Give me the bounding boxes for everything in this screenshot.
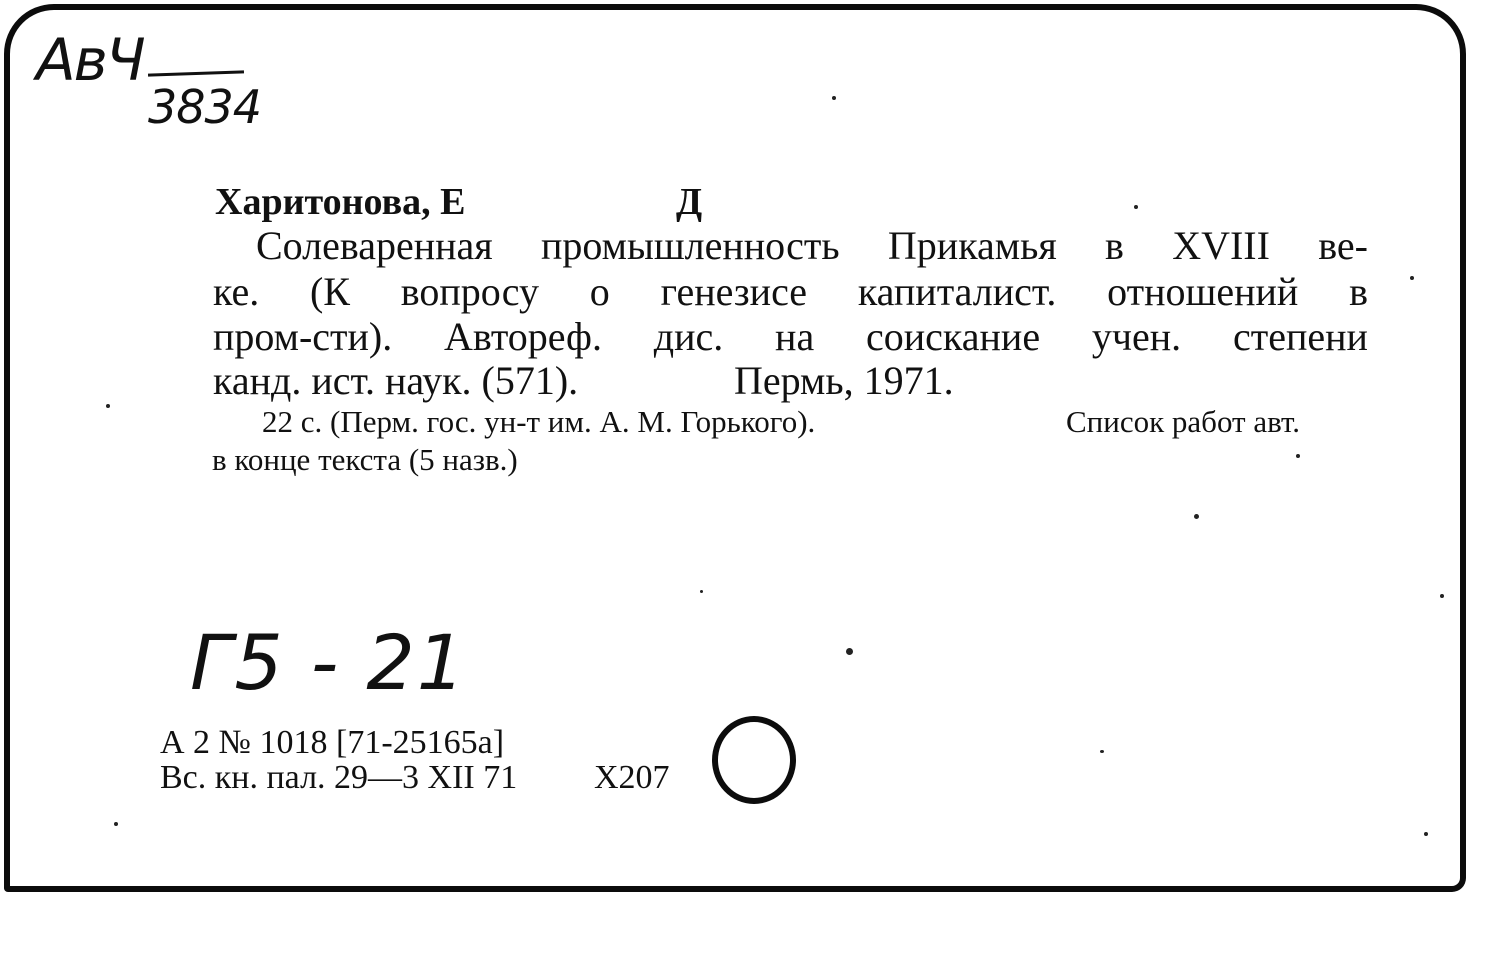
title-line-4: канд. ист. наук. (571). <box>213 358 579 403</box>
collation-note: Список работ авт. <box>1066 404 1300 439</box>
scan-speck <box>846 648 853 655</box>
word: в <box>1349 269 1368 314</box>
word: на <box>775 314 815 359</box>
scan-speck <box>1410 276 1414 280</box>
word: промышленность <box>540 223 840 268</box>
word: ве- <box>1318 223 1368 268</box>
word: пром-сти). <box>213 314 393 359</box>
word: Солеваренная <box>256 223 493 268</box>
word: ке. <box>213 269 260 314</box>
scan-speck <box>1194 514 1199 519</box>
registry-line-1: А 2 № 1018 [71-25165а] <box>160 724 505 761</box>
punch-hole <box>712 716 796 804</box>
scan-speck <box>114 822 118 826</box>
word: XVIII <box>1172 223 1270 268</box>
scan-speck <box>1424 832 1428 836</box>
scan-speck <box>1296 454 1300 458</box>
registry-line-2: Вс. кн. пал. 29—3 XII 71 <box>160 759 518 796</box>
title-line-2 <box>213 268 1368 315</box>
word: дис. <box>653 314 724 359</box>
word: Прикамья <box>887 223 1057 268</box>
word: генезисе <box>660 269 808 314</box>
handwritten-shelf-code: АвЧ <box>36 26 144 94</box>
scan-speck <box>1134 205 1138 209</box>
collation-line-2: в конце текста (5 назв.) <box>212 442 518 477</box>
word: соискание <box>866 314 1041 359</box>
scan-speck <box>700 590 703 593</box>
word: степени <box>1232 314 1368 359</box>
scan-speck <box>1440 594 1444 598</box>
place-year: Пермь, 1971. <box>734 358 954 403</box>
word: Автореф. <box>444 314 602 359</box>
word: (К <box>309 269 350 314</box>
scan-speck <box>832 96 836 100</box>
collation-line-1: 22 с. (Перм. гос. ун-т им. А. М. Горького). <box>262 404 816 439</box>
author-name: Харитонова, Е <box>215 181 466 223</box>
word: в <box>1105 223 1124 268</box>
word: о <box>589 269 610 314</box>
title-line-3 <box>213 313 1368 360</box>
handwritten-shelf-number: 3834 <box>148 80 262 134</box>
scan-speck <box>1100 750 1104 753</box>
scan-speck <box>106 404 110 408</box>
word: вопросу <box>400 269 540 314</box>
word: отношений <box>1107 269 1299 314</box>
author-initial: Д <box>676 181 703 223</box>
title-line-1 <box>256 222 1368 269</box>
handwritten-classification: Г5 - 21 <box>190 618 468 707</box>
word: учен. <box>1091 314 1182 359</box>
word: капиталист. <box>857 269 1057 314</box>
registry-code: Х207 <box>594 759 670 796</box>
